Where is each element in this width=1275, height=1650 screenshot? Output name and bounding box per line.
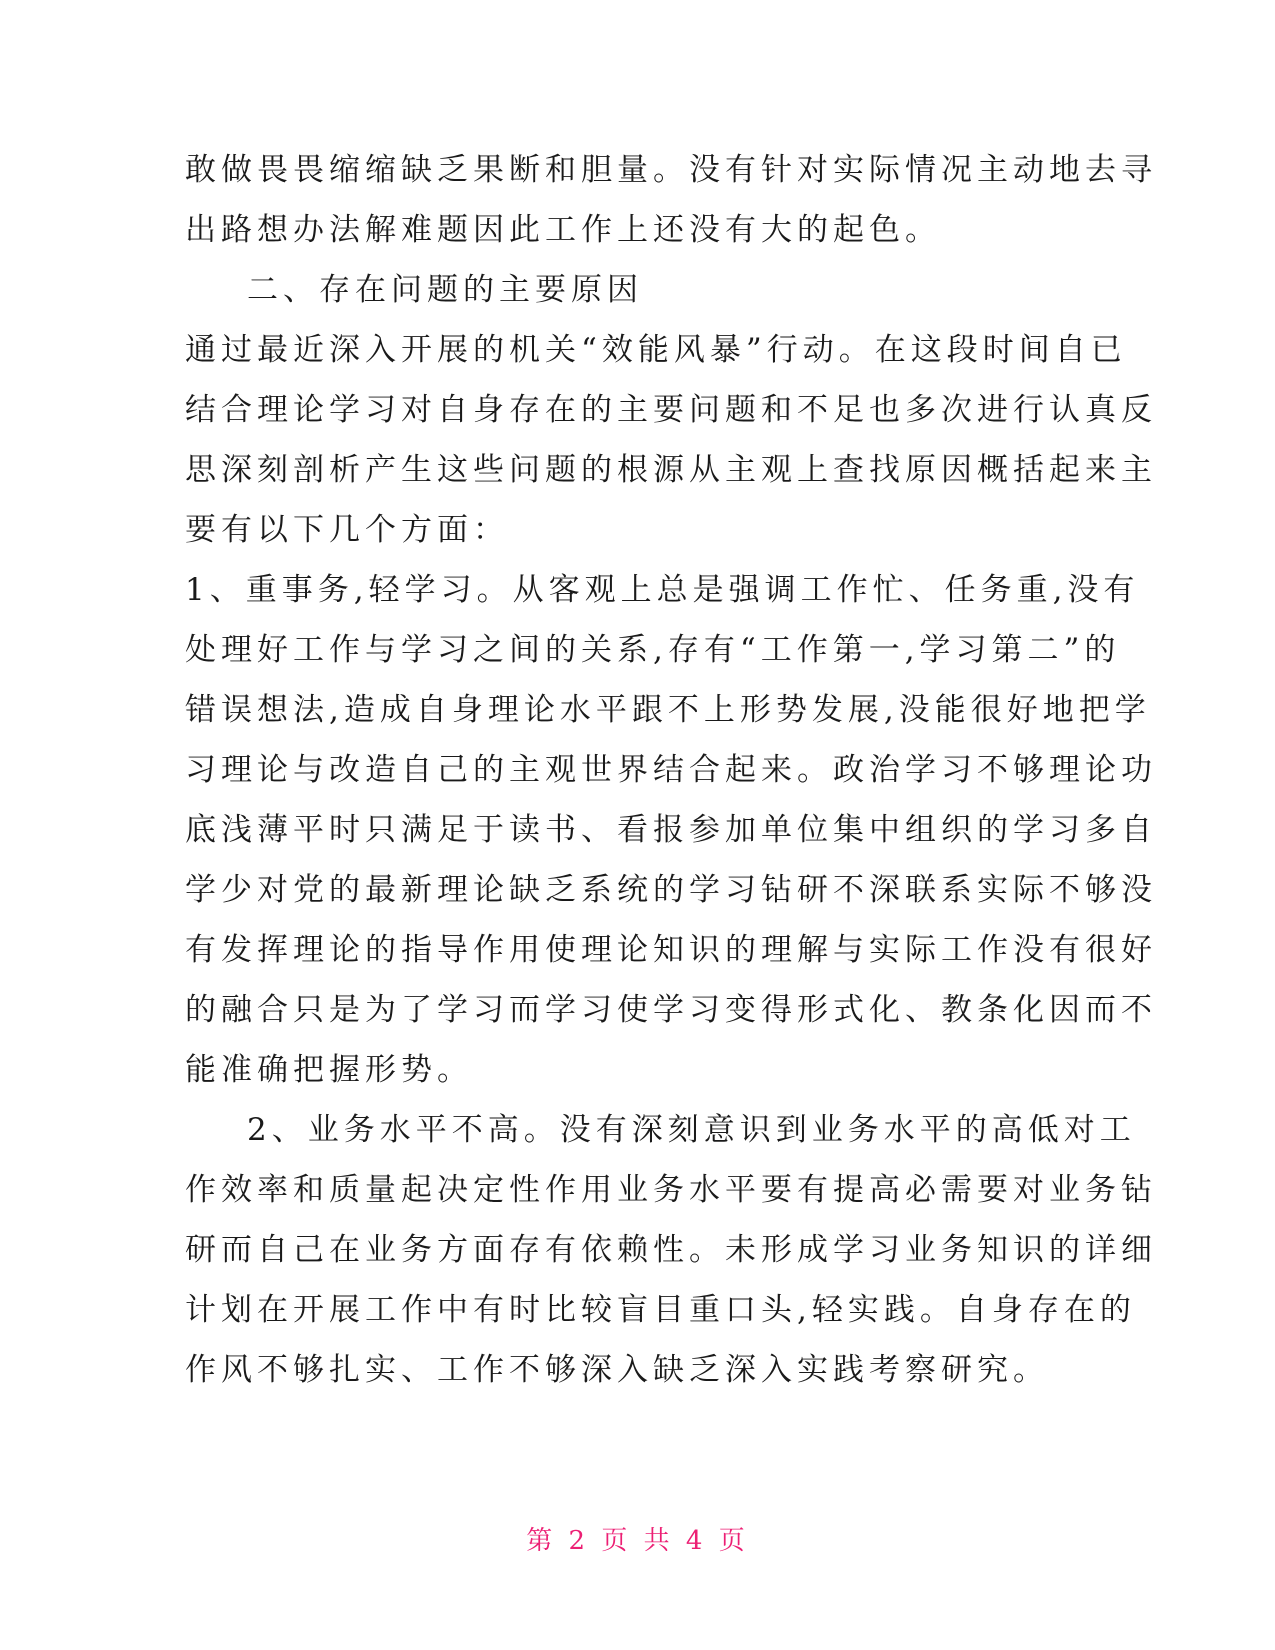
body-line: 研而自己在业务方面存有依赖性。未形成学习业务知识的详细 xyxy=(185,1232,1157,1268)
body-line: 出路想办法解难题因此工作上还没有大的起色。 xyxy=(185,212,941,248)
body-line: 思深刻剖析产生这些问题的根源从主观上查找原因概括起来主 xyxy=(185,452,1157,488)
body-line: 底浅薄平时只满足于读书、看报参加单位集中组织的学习多自 xyxy=(185,812,1157,848)
body-line: 作风不够扎实、工作不够深入缺乏深入实践考察研究。 xyxy=(185,1352,1049,1388)
section-heading: 二、存在问题的主要原因 xyxy=(247,272,643,308)
page-number-footer: 第 2 页 共 4 页 xyxy=(526,1526,749,1556)
body-line: 的融合只是为了学习而学习使学习变得形式化、教条化因而不 xyxy=(185,992,1157,1028)
body-line: 敢做畏畏缩缩缺乏果断和胆量。没有针对实际情况主动地去寻 xyxy=(185,152,1157,188)
document-body xyxy=(185,140,1157,1400)
body-line: 1、重事务,轻学习。从客观上总是强调工作忙、任务重,没有 xyxy=(185,572,1140,608)
body-line: 学少对党的最新理论缺乏系统的学习钻研不深联系实际不够没 xyxy=(185,872,1157,908)
body-line: 处理好工作与学习之间的关系,存有“工作第一,学习第二”的 xyxy=(185,632,1121,668)
body-line: 有发挥理论的指导作用使理论知识的理解与实际工作没有很好 xyxy=(185,932,1157,968)
body-line: 计划在开展工作中有时比较盲目重口头,轻实践。自身存在的 xyxy=(185,1292,1136,1328)
body-line: 通过最近深入开展的机关“效能风暴”行动。在这段时间自已 xyxy=(185,332,1127,368)
body-line: 能准确把握形势。 xyxy=(185,1052,473,1088)
body-line: 错误想法,造成自身理论水平跟不上形势发展,没能很好地把学 xyxy=(185,692,1151,728)
body-line: 2、业务水平不高。没有深刻意识到业务水平的高低对工 xyxy=(247,1112,1136,1148)
body-line: 结合理论学习对自身存在的主要问题和不足也多次进行认真反 xyxy=(185,392,1157,428)
body-line: 习理论与改造自己的主观世界结合起来。政治学习不够理论功 xyxy=(185,752,1157,788)
body-line: 作效率和质量起决定性作用业务水平要有提高必需要对业务钻 xyxy=(185,1172,1157,1208)
body-line: 要有以下几个方面： xyxy=(185,512,509,548)
